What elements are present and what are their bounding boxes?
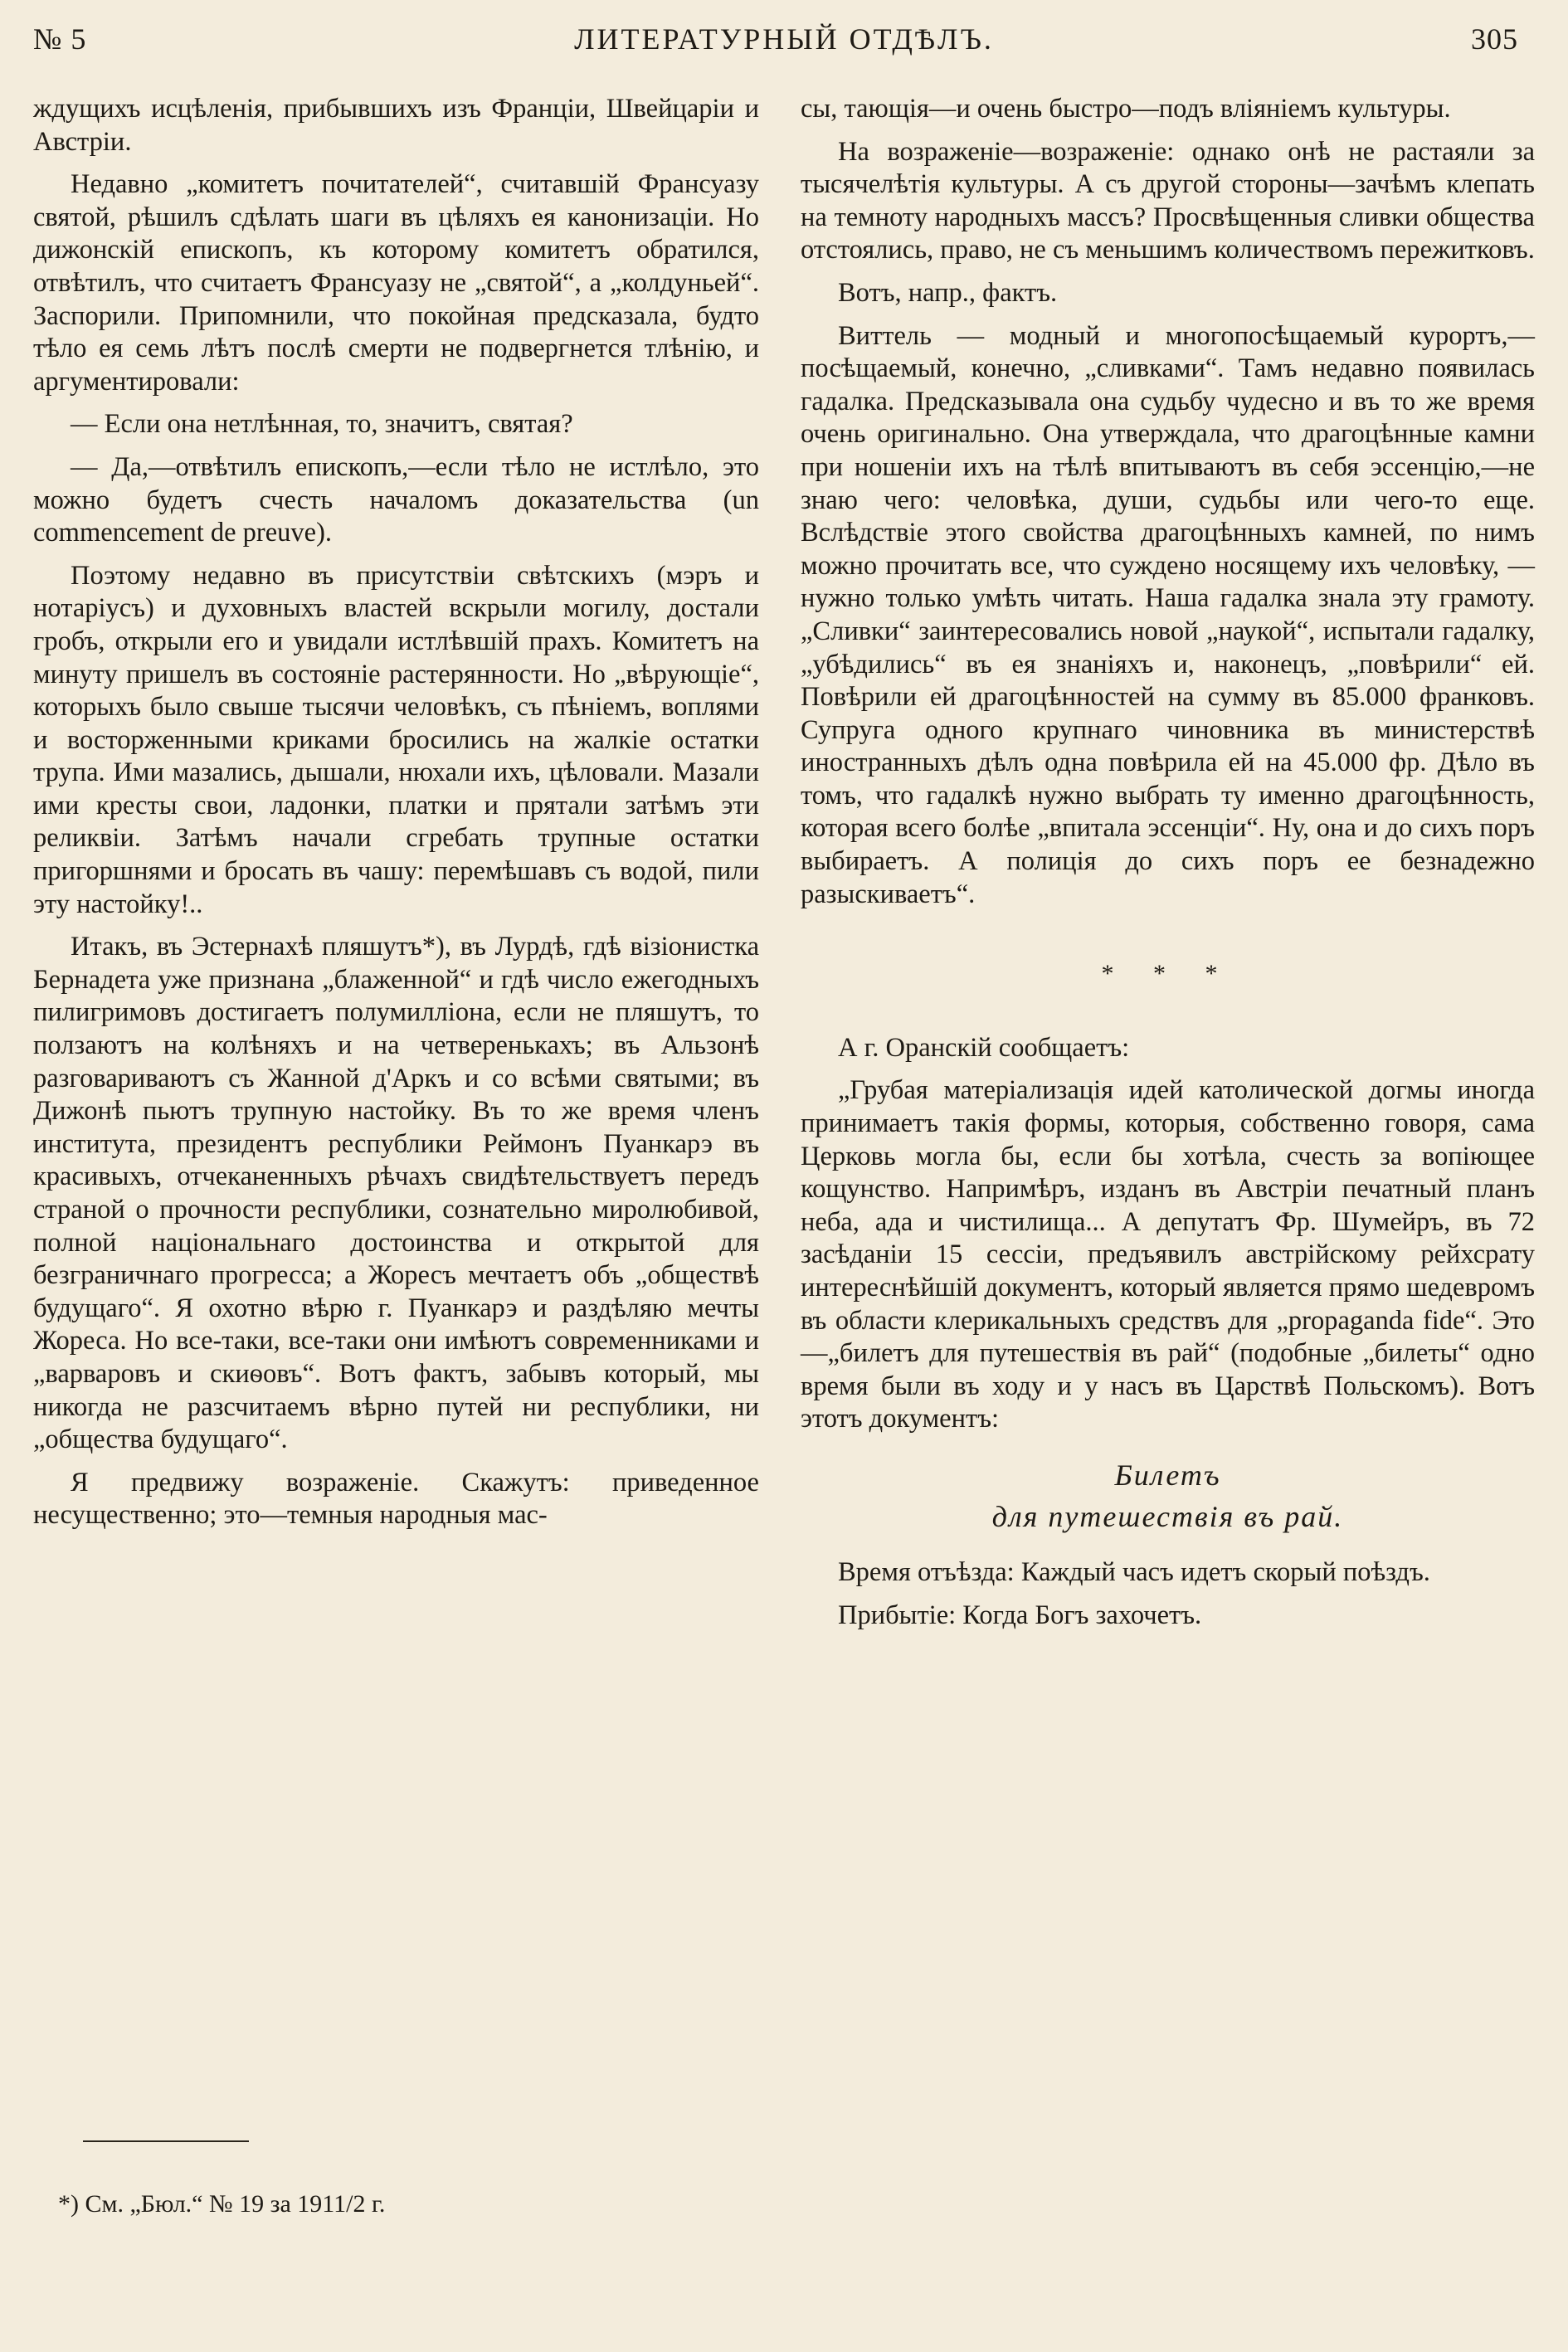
ticket-title: Билетъ bbox=[1114, 1458, 1221, 1492]
paragraph: Недавно „комитетъ почитателей“, считавшій Франсуазу святой, рѣшилъ сдѣлать шаги въ цѣляхъ ея канонизаціи. Но дижонскій епископъ, къ которому комитетъ обратился, отвѣтилъ, что считаетъ Франсуазу не „святой“, а „колдуньей“. Заспорили. Припомнили, что покойная предсказала, будто тѣло ея семь лѣтъ послѣ смерти не подвергнется тлѣнію, и аргументировали: bbox=[33, 169, 759, 397]
ticket-lines bbox=[801, 1556, 1535, 1632]
text-columns bbox=[33, 93, 1535, 2333]
footnote: *) См. „Бюл.“ № 19 за 1911/2 г. bbox=[58, 2190, 386, 2218]
section-separator: * * * bbox=[1101, 960, 1234, 988]
right-column bbox=[801, 93, 1535, 1642]
ticket-subtitle: для путешествія въ рай. bbox=[991, 1499, 1344, 1533]
paragraph: Время отъѣзда: Каждый часъ идетъ скорый поѣздъ. bbox=[838, 1557, 1430, 1588]
page-number: 305 bbox=[1471, 22, 1518, 56]
paragraph: Прибытіе: Когда Богъ захочетъ. bbox=[838, 1600, 1202, 1630]
paragraph: Я предвижу возраженіе. Скажутъ: приведенное несущественно; это—темныя народныя мас- bbox=[33, 1467, 759, 1531]
left-column bbox=[33, 93, 759, 1542]
paragraph: сы, тающія—и очень быстро—подъ вліяніемъ культуры. bbox=[801, 94, 1451, 124]
paragraph: „Грубая матеріализація идей католической догмы иногда принимаетъ такія формы, которыя, собственно говоря, сама Церковь могла бы, если бы хотѣла, счесть за вопіющее кощунство. Напримѣръ, изданъ въ Австріи печатный планъ неба, ада и чистилища... А депутатъ Фр. Шумейръ, въ 72 засѣданіи 15 сессіи, предъявилъ австрійскому рейхсрату интереснѣйшій документъ, который является прямо шедевромъ въ области клерикальныхъ средствъ для „propaganda fide“. Это—„билетъ для путешествія въ рай“ (подобные „билеты“ одно время были въ ходу и у насъ въ Царствѣ Польскомъ). Вотъ этотъ документъ: bbox=[801, 1075, 1535, 1434]
paragraph: — Да,—отвѣтилъ епископъ,—если тѣло не истлѣло, это можно будетъ счесть началомъ доказательства (un commencement de preuve). bbox=[33, 451, 759, 548]
right-column-bottom bbox=[801, 1032, 1535, 1436]
running-head bbox=[33, 15, 1535, 63]
paragraph: Виттель — модный и многопосѣщаемый курортъ,— посѣщаемый, конечно, „сливками“. Тамъ недавно появилась гадалка. Предсказывала она судьбу чудесно и въ то же время очень оригинально. Она утверждала, что драгоцѣнные камни при ношеніи ихъ на тѣлѣ впитываютъ въ себя эссенцію,—не знаю чего: человѣка, души, судьбы или чего-то еще. Вслѣдствіе этого свойства драгоцѣнныхъ камней, по нимъ можно прочитать все, что суждено носящему ихъ человѣку, — нужно только умѣть читать. Наша гадалка знала эту грамоту. „Сливки“ заинтересовались новой „наукой“, испытали гадалку, „убѣдились“ въ ея знаніяхъ и, наконецъ, „повѣрили“ ей. Повѣрили ей драгоцѣнностей на сумму въ 85.000 франковъ. Супруга одного крупнаго чиновника въ министерствѣ иностранныхъ дѣлъ одна повѣрила ей на 45.000 фр. Дѣло въ томъ, что гадалкѣ нужно выбрать ту именно драгоцѣнность, которая всего болѣе „впитала эссенціи“. Ну, она и до сихъ поръ выбираетъ. А полиція до сихъ поръ ее безнадежно разыскиваетъ“. bbox=[801, 320, 1535, 909]
paragraph: Поэтому недавно въ присутствіи свѣтскихъ (мэръ и нотаріусъ) и духовныхъ властей вскрыли могилу, достали гробъ, открыли его и увидали истлѣвшій прахъ. Комитетъ на минуту пришелъ въ состояніе растерянности. Но „вѣрующіе“, которыхъ было свыше тысячи человѣкъ, съ пѣніемъ, воплями и восторженными криками бросились на жалкіе остатки трупа. Ими мазались, дышали, нюхали ихъ, цѣловали. Мазали ими кресты свои, ладонки, платки и прятали затѣмъ эти реликвіи. Затѣмъ начали сгребать трупные остатки пригоршнями и бросать въ чашу: перемѣшавъ съ водой, пили эту настойку!.. bbox=[33, 560, 759, 919]
paragraph: Итакъ, въ Эстернахѣ пляшутъ*), въ Лурдѣ, гдѣ візіонистка Бернадета уже признана „блаженной“ и гдѣ число ежегодныхъ пилигримовъ достигаетъ полумилліона, если не пляшутъ, то ползаютъ на колѣняхъ и на четверенькахъ; въ Альзонѣ разговариваютъ съ Жанной д'Аркъ и со всѣми святыми; въ Дижонѣ пьютъ трупную настойку. Въ то же время членъ института, президентъ республики Реймонъ Пуанкарэ въ красивыхъ, отчеканенныхъ рѣчахъ свидѣтельствуетъ передъ страной о прочности республики, сознательно миролюбивой, полной національнаго достоинства и открытой для безграничнаго прогресса; а Жоресъ мечтаетъ объ „обществѣ будущаго“. Я охотно вѣрю г. Пуанкарэ и раздѣляю мечты Жореса. Но все-таки, все-таки они имѣютъ современниками и „варваровъ и скиѳовъ“. Вотъ фактъ, забывъ который, мы никогда не разсчитаемъ вѣрно путей ни республики, ни „общества будущаго“. bbox=[33, 932, 759, 1455]
paragraph: На возраженіе—возраженіе: однако онѣ не растаяли за тысячелѣтія культуры. А съ другой стороны—зачѣмъ клепать на темноту народныхъ массъ? Просвѣщенныя сливки общества отстоялись, право, не съ меньшимъ количествомъ пережитковъ. bbox=[801, 136, 1535, 265]
paragraph: ждущихъ исцѣленія, прибывшихъ изъ Франціи, Швейцаріи и Австріи. bbox=[33, 94, 759, 157]
section-title: ЛИТЕРАТУРНЫЙ ОТДѢЛЪ. bbox=[574, 22, 994, 56]
footnote-rule bbox=[83, 2140, 249, 2142]
right-column-top bbox=[801, 93, 1535, 911]
issue-number: № 5 bbox=[33, 22, 87, 56]
paragraph: — Если она нетлѣнная, то, значитъ, святая? bbox=[71, 409, 573, 440]
paragraph: А г. Оранскій сообщаетъ: bbox=[838, 1032, 1130, 1063]
paragraph: Вотъ, напр., фактъ. bbox=[838, 277, 1058, 308]
